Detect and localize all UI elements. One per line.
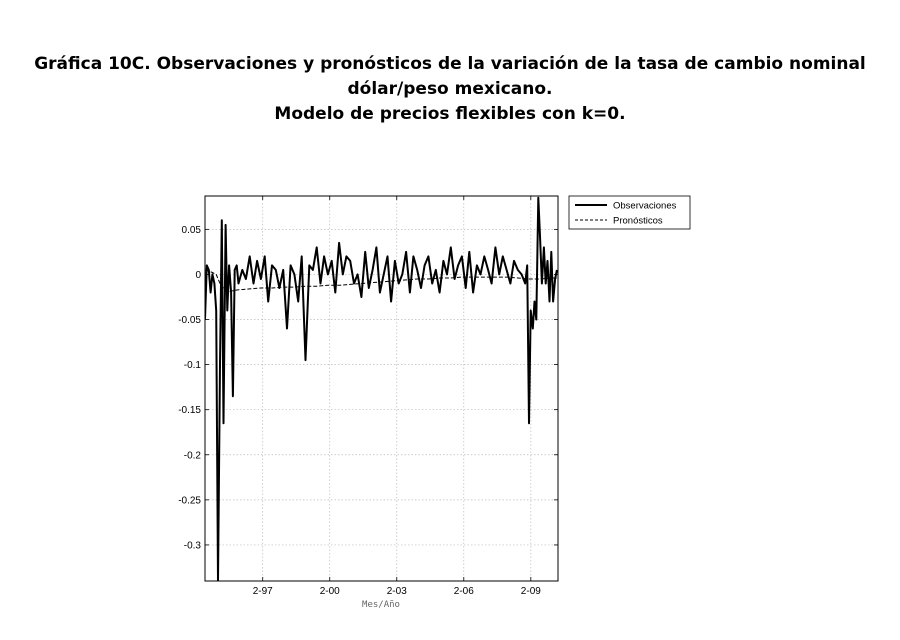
legend <box>569 196 690 229</box>
chart-title-line-1: Gráfica 10C. Observaciones y pronósticos de la variación de la tasa de cambio nominal <box>34 54 866 74</box>
x-tick-label: 2-06 <box>453 586 474 597</box>
x-axis-label: Mes/Año <box>362 600 400 610</box>
grid-lines <box>205 196 558 581</box>
chart-title-line-2: dólar/peso mexicano. <box>347 79 553 99</box>
y-tick-label: 0.05 <box>181 224 201 236</box>
chart-title-line-3: Modelo de precios flexibles con k=0. <box>274 104 626 124</box>
y-tick-label: -0.15 <box>178 405 201 417</box>
y-tick-label: -0.3 <box>183 540 201 552</box>
plot-area-frame <box>205 196 558 581</box>
series-line-observaciones <box>205 198 557 581</box>
y-tick-label: -0.1 <box>183 360 201 372</box>
x-tick-label: 2-97 <box>252 586 273 597</box>
legend-entry-label: Observaciones <box>613 200 677 212</box>
y-tick-label: -0.05 <box>178 315 201 327</box>
x-tick-label: 2-00 <box>319 586 340 597</box>
y-tick-label: 0 <box>195 269 201 281</box>
x-tick-label: 2-09 <box>520 586 541 597</box>
y-tick-label: -0.25 <box>178 495 201 507</box>
legend-entry-label: Pronósticos <box>613 215 663 227</box>
x-tick-label: 2-03 <box>386 586 407 597</box>
series-layer <box>205 198 557 581</box>
y-tick-label: -0.2 <box>183 450 201 462</box>
